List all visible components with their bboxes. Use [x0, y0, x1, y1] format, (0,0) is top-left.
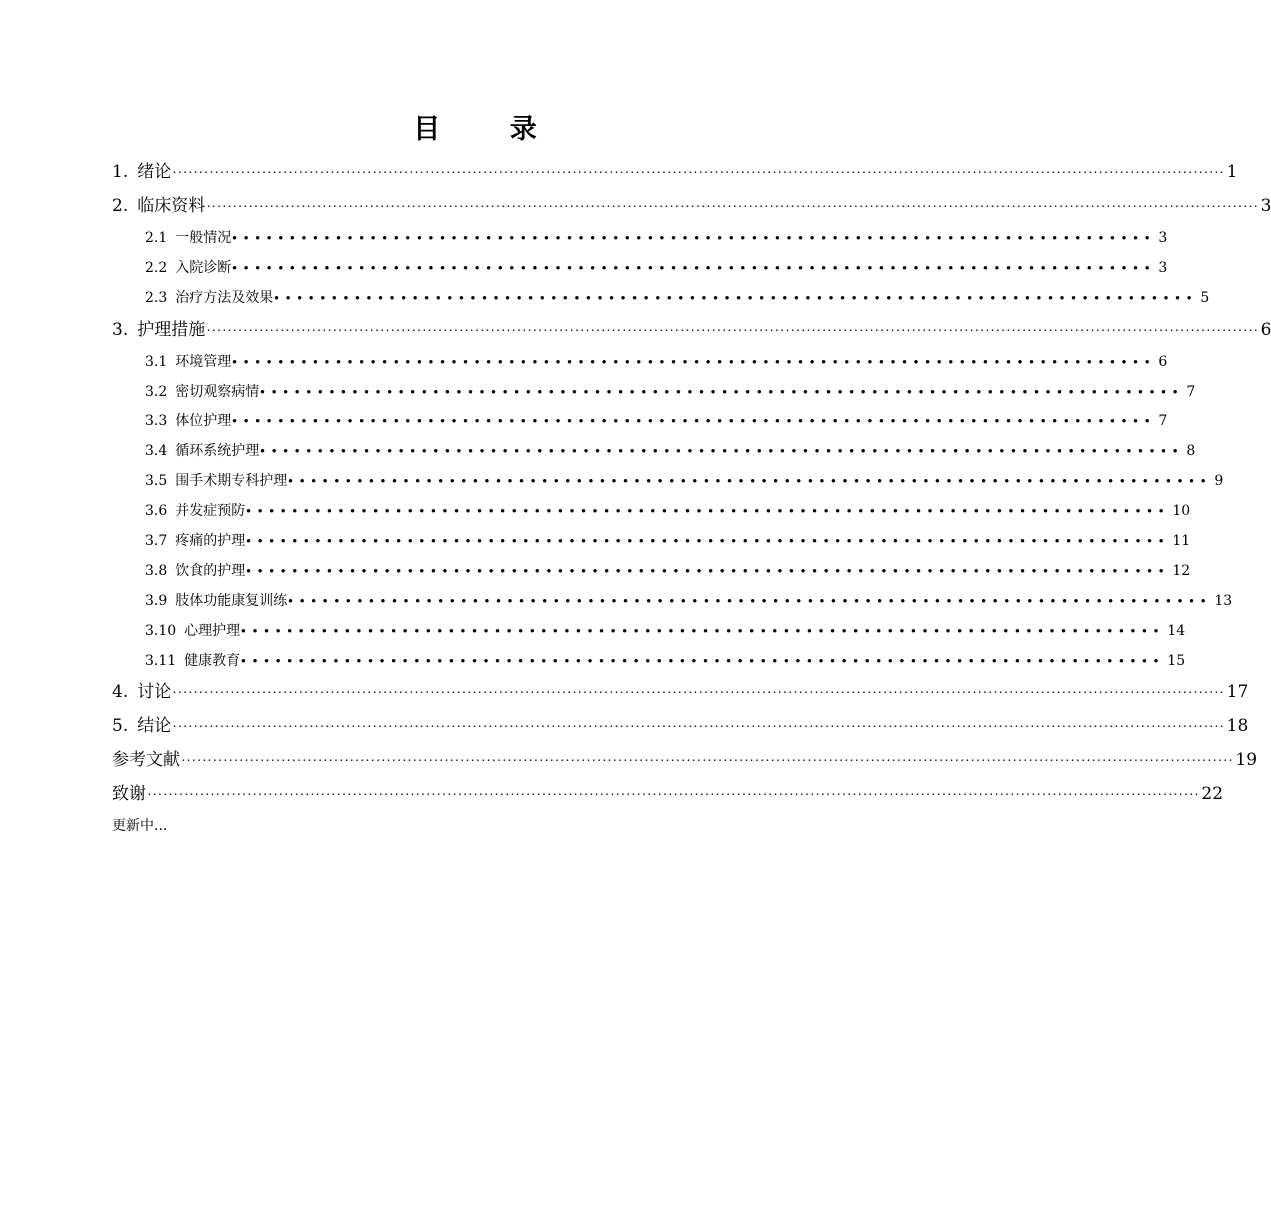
toc-entry-page: 3 — [1158, 259, 1168, 276]
toc-subentry — [112, 556, 1191, 586]
toc-entry-number: 2. — [112, 196, 129, 216]
toc-dot-leader: •••••••••••••••••••••••••••••••••••••••••••••••••••••••••••••••••••••••••••••••• — [241, 652, 1166, 668]
toc-entry-title: 体位护理 — [175, 413, 232, 430]
toc-entry-number: 1. — [112, 162, 129, 182]
toc-entry-page: 1 — [1226, 162, 1238, 182]
toc-entry-page: 12 — [1172, 562, 1191, 579]
toc-dot-leader: •••••••••••••••••••••••••••••••••••••••••••••••••••••••••••••••••••••••••••••••• — [232, 230, 1157, 245]
toc-entry-title: 致谢 — [112, 784, 146, 805]
toc-entry — [112, 777, 1224, 811]
toc-entry-page: 11 — [1172, 533, 1191, 550]
toc-entry-page: 7 — [1158, 413, 1168, 430]
toc-entry-title: 肢体功能康复训练 — [175, 592, 288, 609]
toc-dot-leader: ········································································································································································································ — [147, 788, 1200, 804]
toc-entry-title: 入院诊断 — [175, 259, 232, 276]
toc-entry-page: 6 — [1260, 319, 1271, 340]
toc-dot-leader: •••••••••••••••••••••••••••••••••••••••••••••••••••••••••••••••••••••••••••••••• — [288, 592, 1213, 608]
toc-dot-leader: •••••••••••••••••••••••••••••••••••••••••••••••••••••••••••••••••••••••••••••••• — [288, 473, 1213, 489]
toc-entry-page: 15 — [1167, 652, 1186, 669]
toc-entry-page: 3 — [1158, 230, 1168, 246]
toc-dot-leader: ········································································································································································································ — [172, 166, 1225, 181]
toc-dot-leader: ········································································································································································································ — [206, 323, 1259, 339]
toc-entry-title: 并发症预防 — [175, 503, 246, 520]
toc-entry-title: 循环系统护理 — [175, 443, 260, 460]
toc-entry-number: 4. — [112, 682, 129, 703]
toc-entry-number: 3.2 — [145, 383, 168, 400]
toc-entry-page: 6 — [1158, 353, 1168, 370]
toc-dot-leader: •••••••••••••••••••••••••••••••••••••••••••••••••••••••••••••••••••••••••••••••• — [274, 289, 1199, 305]
toc-entry — [112, 189, 1271, 223]
toc-entry-page: 7 — [1186, 383, 1196, 400]
toc-dot-leader: •••••••••••••••••••••••••••••••••••••••••••••••••••••••••••••••••••••••••••••••• — [232, 413, 1157, 429]
toc-dot-leader: •••••••••••••••••••••••••••••••••••••••••••••••••••••••••••••••••••••••••••••••• — [246, 533, 1171, 549]
toc-entry-title: 结论 — [137, 716, 172, 737]
toc-entry-title: 饮食的护理 — [175, 562, 246, 579]
toc-dot-leader: •••••••••••••••••••••••••••••••••••••••••••••••••••••••••••••••••••••••••••••••• — [232, 259, 1157, 275]
toc-entry-number: 5. — [112, 716, 129, 737]
toc-entry-page: 19 — [1235, 750, 1258, 771]
toc-subentry — [112, 406, 1168, 436]
toc-entry-number: 3.4 — [145, 443, 168, 460]
toc-entry-title: 护理措施 — [137, 319, 206, 340]
toc-entry-title: 围手术期专科护理 — [175, 473, 288, 490]
toc-entry-page: 18 — [1226, 716, 1249, 737]
toc-entry-number: 3.6 — [145, 503, 168, 520]
toc-entry-number: 2.1 — [145, 230, 168, 246]
toc-entry — [112, 743, 1258, 777]
toc-dot-leader: •••••••••••••••••••••••••••••••••••••••••••••••••••••••••••••••••••••••••••••••• — [246, 503, 1171, 519]
toc-entry-title: 健康教育 — [184, 652, 241, 669]
toc-entry-page: 22 — [1201, 784, 1224, 805]
toc-subentry — [112, 347, 1168, 377]
toc-entry-number: 3.11 — [145, 652, 177, 669]
toc-subentry — [112, 436, 1196, 466]
toc-dot-leader: ········································································································································································································ — [206, 200, 1259, 215]
toc-entry-number: 3. — [112, 319, 129, 340]
toc-entry — [112, 313, 1271, 347]
toc-subentry — [112, 646, 1186, 676]
toc-entry-page: 10 — [1172, 503, 1191, 520]
toc-entry — [112, 155, 1238, 189]
toc-entry-page: 9 — [1214, 473, 1224, 490]
toc-entry-title: 心理护理 — [184, 622, 241, 639]
update-note: 更新中... — [112, 818, 168, 834]
toc-entry — [112, 675, 1249, 709]
toc-dot-leader: •••••••••••••••••••••••••••••••••••••••••••••••••••••••••••••••••••••••••••••••• — [260, 443, 1185, 459]
toc-entry-title: 环境管理 — [175, 353, 232, 370]
toc-entry-title: 一般情况 — [175, 230, 232, 246]
toc-subentry — [112, 283, 1210, 313]
toc-subentry — [112, 377, 1196, 407]
toc-subentry — [112, 253, 1168, 283]
toc-subentry — [112, 466, 1224, 496]
toc-dot-leader: ········································································································································································································ — [172, 720, 1225, 736]
toc-entry-number: 3.1 — [145, 353, 168, 370]
toc-entry-number: 3.3 — [145, 413, 168, 430]
toc-entry-page: 8 — [1186, 443, 1196, 460]
toc-subentry — [112, 496, 1191, 526]
toc-entry-page: 17 — [1226, 682, 1249, 703]
toc-subentry — [112, 526, 1191, 556]
toc-entry-number: 3.7 — [145, 533, 168, 550]
toc-entry-page: 14 — [1167, 622, 1186, 639]
toc-dot-leader: •••••••••••••••••••••••••••••••••••••••••••••••••••••••••••••••••••••••••••••••• — [260, 383, 1185, 399]
toc-title: 目 录 — [413, 114, 567, 145]
toc-entry-number: 2.2 — [145, 259, 168, 276]
toc-entry-number: 3.5 — [145, 473, 168, 490]
toc-entry-title: 临床资料 — [137, 196, 206, 216]
toc-entry-title: 治疗方法及效果 — [175, 289, 274, 306]
toc-dot-leader: ········································································································································································································ — [181, 754, 1234, 770]
toc-entry-title: 疼痛的护理 — [175, 533, 246, 550]
toc-entry-number: 3.9 — [145, 592, 168, 609]
toc-entry-title: 参考文献 — [112, 750, 180, 771]
toc-dot-leader: •••••••••••••••••••••••••••••••••••••••••••••••••••••••••••••••••••••••••••••••• — [241, 622, 1166, 638]
toc-subentry — [112, 223, 1168, 253]
toc-entry-page: 5 — [1200, 289, 1210, 306]
toc-entry-title: 密切观察病情 — [175, 383, 260, 400]
toc-subentry — [112, 586, 1233, 616]
toc-entry-number: 2.3 — [145, 289, 168, 306]
toc-entry — [112, 709, 1249, 743]
toc-entry-page: 13 — [1214, 592, 1233, 609]
toc-entry-title: 绪论 — [137, 162, 172, 182]
toc-subentry — [112, 616, 1186, 646]
toc-entry-page: 3 — [1260, 196, 1271, 216]
toc-entry-number: 3.8 — [145, 562, 168, 579]
toc-entry-number: 3.10 — [145, 622, 177, 639]
toc-dot-leader: ········································································································································································································ — [172, 686, 1225, 702]
toc-dot-leader: •••••••••••••••••••••••••••••••••••••••••••••••••••••••••••••••••••••••••••••••• — [232, 353, 1157, 369]
table-of-contents — [112, 155, 1271, 811]
toc-dot-leader: •••••••••••••••••••••••••••••••••••••••••••••••••••••••••••••••••••••••••••••••• — [246, 562, 1171, 578]
toc-entry-title: 讨论 — [137, 682, 172, 703]
